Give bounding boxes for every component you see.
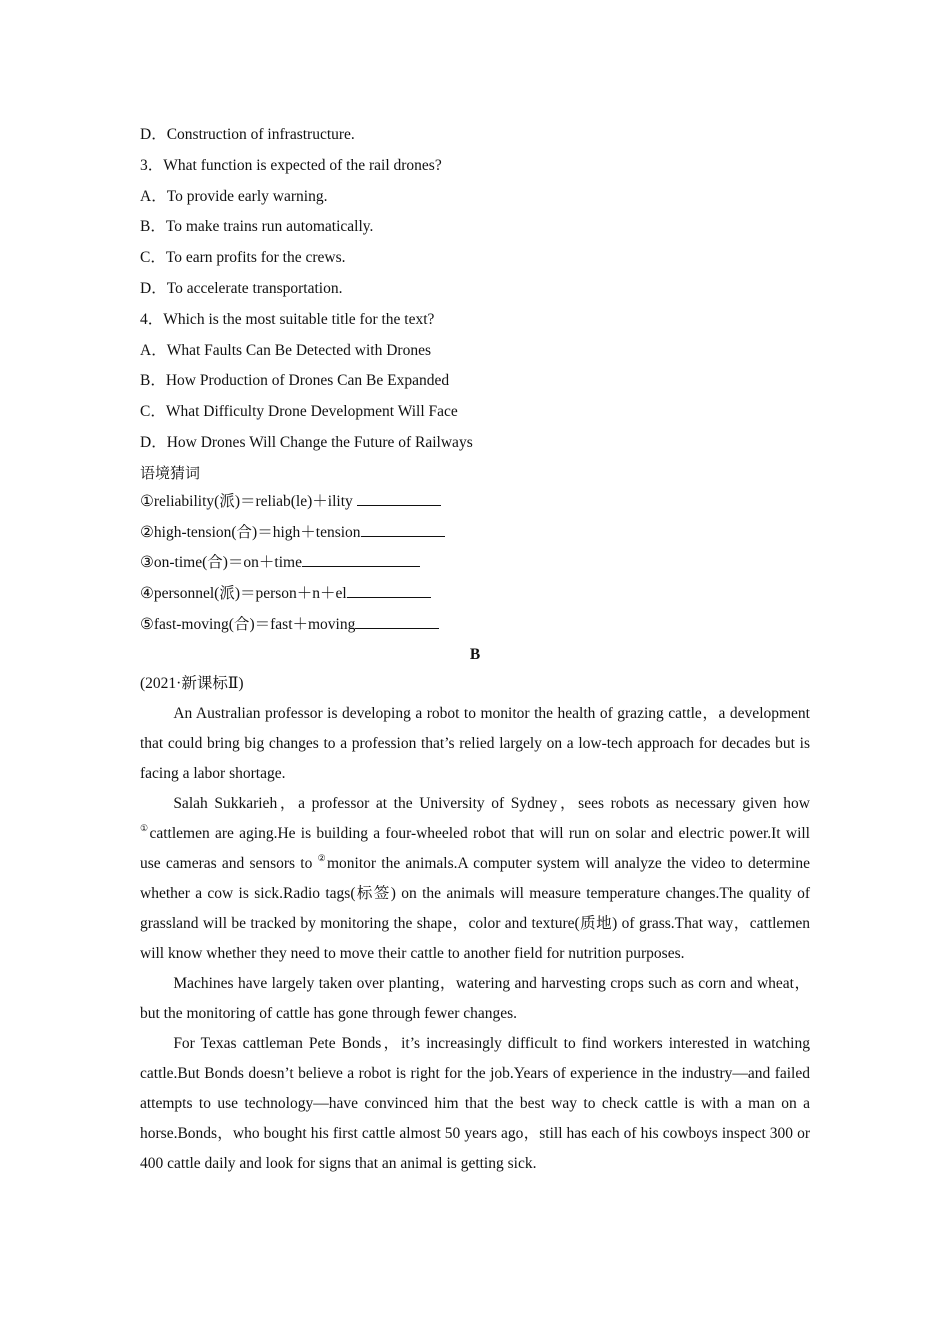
q2-option-d: D．Construction of infrastructure. — [140, 126, 355, 143]
vocab-item-2-text: ②high-tension(合)＝high＋tension — [140, 523, 361, 541]
q4-option-c: C．What Difficulty Drone Development Will Face — [140, 403, 458, 421]
vocab-item-4 — [140, 579, 810, 610]
vocab-heading: 语境猜词 — [140, 463, 201, 482]
q3-option-c: C．To earn profits for the crews. — [140, 249, 346, 267]
vocab-answer-blank-4[interactable] — [347, 581, 431, 598]
vocab-item-5-text: ⑤fast-moving(合)＝fast＋moving — [140, 615, 356, 633]
vocab-item-2 — [140, 518, 810, 549]
document-page — [140, 120, 810, 1179]
q3-option-b: B．To make trains run automatically. — [140, 218, 374, 236]
vocab-answer-blank-5[interactable] — [355, 612, 439, 629]
passage-paragraph-1: An Australian professor is developing a robot to monitor the health of grazing cattle，a development that could bring big changes to a profession that’s relied largely on a low-tech approach for decades but is facing a labor shortage. — [140, 704, 810, 782]
paragraph-2-part-b: cattlemen are aging.He is building a four-wheeled robot that will run on solar and electric power.It will use cameras and sensors to — [140, 824, 810, 872]
passage-title: B — [469, 645, 481, 663]
q4-option-b: B．How Production of Drones Can Be Expanded — [140, 372, 450, 390]
vocab-item-3-text: ③on-time(合)＝on＋time — [140, 554, 302, 572]
q4-option-a: A．What Faults Can Be Detected with Drones — [140, 341, 431, 359]
vocab-item-5 — [140, 610, 810, 641]
vocab-answer-blank-2[interactable] — [361, 520, 445, 537]
passage-paragraph-4: For Texas cattleman Pete Bonds，it’s increasingly difficult to find workers interested in watching cattle.But Bonds doesn’t believe a robot is right for the job.Years of experience in the industry—and failed attempts to use technology—have convinced him that the best way to check cattle is with a man on a horse.Bonds，who bought his first cattle almost 50 years ago，still has each of his cowboys inspect 300 or 400 cattle daily and look for signs that an animal is getting sick. — [140, 1034, 810, 1172]
passage-source: (2021·新课标Ⅱ) — [140, 674, 244, 692]
passage-paragraph-3: Machines have largely taken over planting，watering and harvesting crops such as corn and wheat，but the monitoring of cattle has gone through fewer changes. — [140, 974, 810, 1022]
vocab-item-3 — [140, 548, 810, 579]
paragraph-2-part-a: Salah Sukkarieh，a professor at the University of Sydney，sees robots as necessary given how — [173, 794, 810, 812]
paragraph-2-part-c: monitor the animals.A computer system will analyze the video to determine whether a cow is sick.Radio tags(标签) on the animals will measure temperature changes.The quality of grassland will be tracked by monitoring the shape，color and texture(质地) of grass.That way，cattlemen will know whether they need to move their cattle to another field for nutrition purposes. — [140, 854, 810, 962]
q3-stem: 3．What function is expected of the rail drones? — [140, 156, 442, 174]
q4-option-d: D．How Drones Will Change the Future of Railways — [140, 433, 473, 451]
vocab-item-1 — [140, 487, 810, 518]
annotation-marker-2: ② — [317, 852, 327, 863]
annotation-marker-1: ① — [140, 822, 150, 833]
vocab-answer-blank-3[interactable] — [302, 550, 420, 567]
vocab-item-4-text: ④personnel(派)＝person＋n＋el — [140, 585, 347, 603]
vocab-answer-blank-1[interactable] — [357, 489, 441, 506]
q4-stem: 4．Which is the most suitable title for the text? — [140, 310, 435, 328]
vocab-item-1-text: ①reliability(派)＝reliab(le)＋ility — [140, 492, 357, 510]
passage-paragraph-2 — [140, 789, 810, 969]
q3-option-d: D．To accelerate transportation. — [140, 279, 343, 297]
q3-option-a: A．To provide early warning. — [140, 187, 328, 205]
